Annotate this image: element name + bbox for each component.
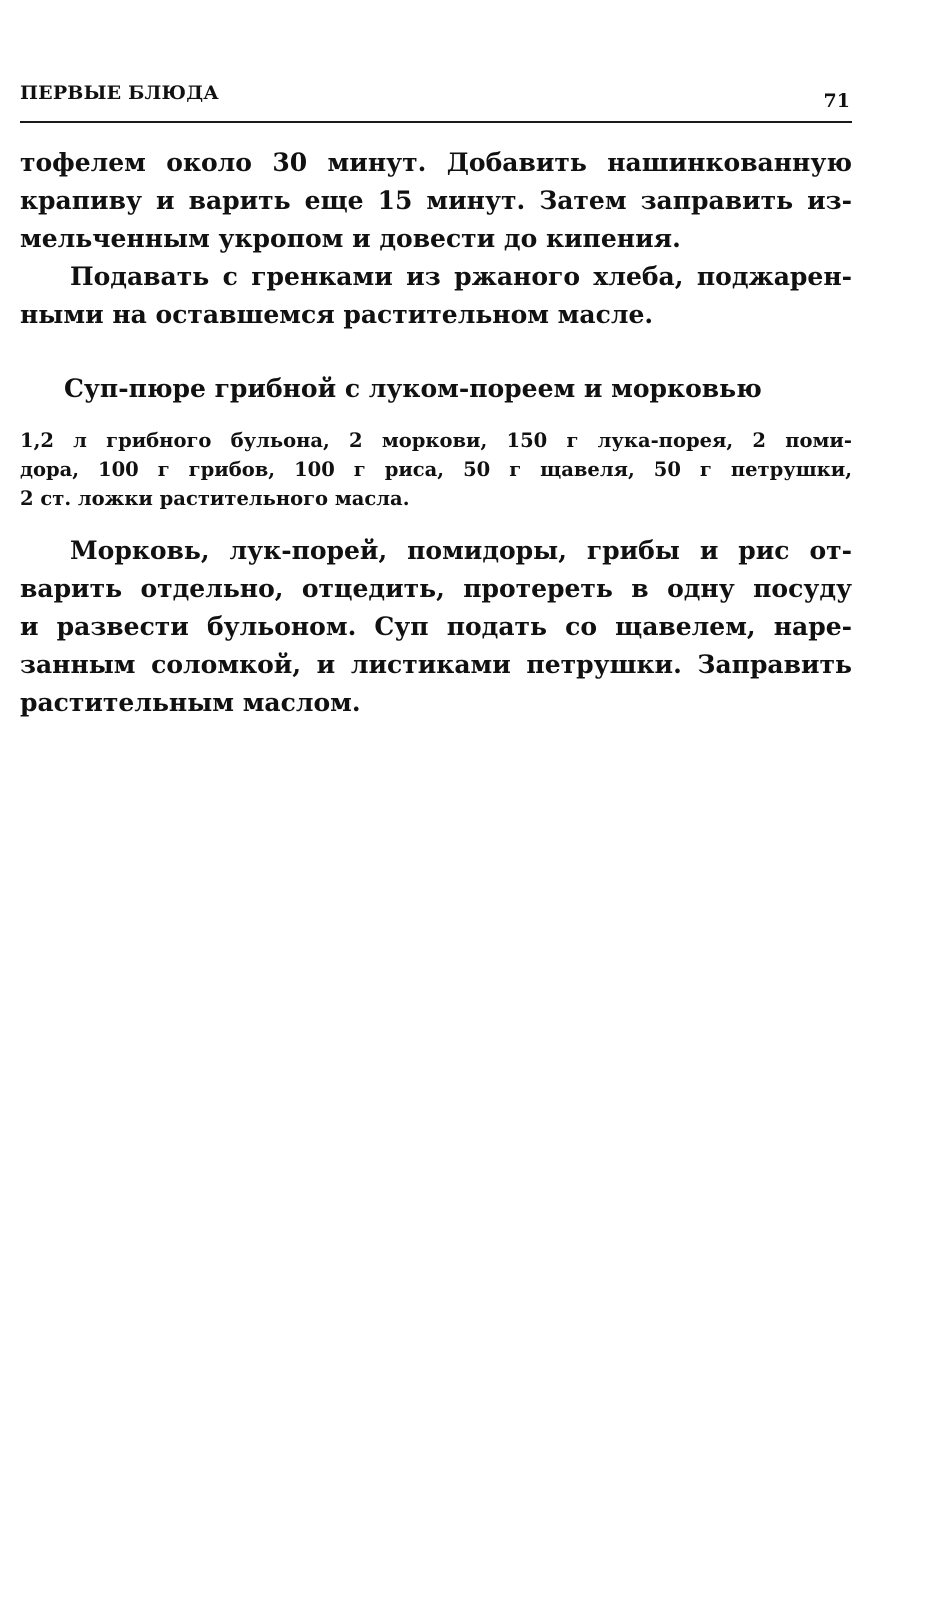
text-line: Морковь, лук-порей, помидоры, грибы и рис от- xyxy=(70,536,852,565)
method-paragraph xyxy=(20,532,852,722)
ingredient-line: 1,2 л грибного бульона, 2 моркови, 150 г лука-порея, 2 поми- xyxy=(20,429,852,452)
recipe-title: Суп-пюре грибной с луком-пореем и морковью xyxy=(64,374,762,403)
header-rule xyxy=(20,121,852,123)
ingredient-line: дора, 100 г грибов, 100 г риса, 50 г щавеля, 50 г петрушки, xyxy=(20,458,852,481)
section-title: ПЕРВЫЕ БЛЮДА xyxy=(20,82,219,104)
ingredient-line: 2 ст. ложки растительного масла. xyxy=(20,487,410,510)
text-line: мельченным укропом и довести до кипения. xyxy=(20,224,681,253)
page-number: 71 xyxy=(823,90,850,112)
text-line: крапиву и варить еще 15 минут. Затем заправить из- xyxy=(20,186,852,215)
text-line: тофелем около 30 минут. Добавить нашинкованную xyxy=(20,148,852,177)
text-line: Подавать с гренками из ржаного хлеба, поджарен- xyxy=(70,262,852,291)
text-line: растительным маслом. xyxy=(20,688,361,717)
ingredients-list xyxy=(20,426,852,513)
text-line: занным соломкой, и листиками петрушки. Заправить xyxy=(20,650,852,679)
running-header xyxy=(20,82,852,112)
text-line: ными на оставшемся растительном масле. xyxy=(20,300,654,329)
text-line: и развести бульоном. Суп подать со щавелем, наре- xyxy=(20,612,852,641)
intro-paragraphs xyxy=(20,144,852,334)
text-line: варить отдельно, отцедить, протереть в одну посуду xyxy=(20,574,852,603)
